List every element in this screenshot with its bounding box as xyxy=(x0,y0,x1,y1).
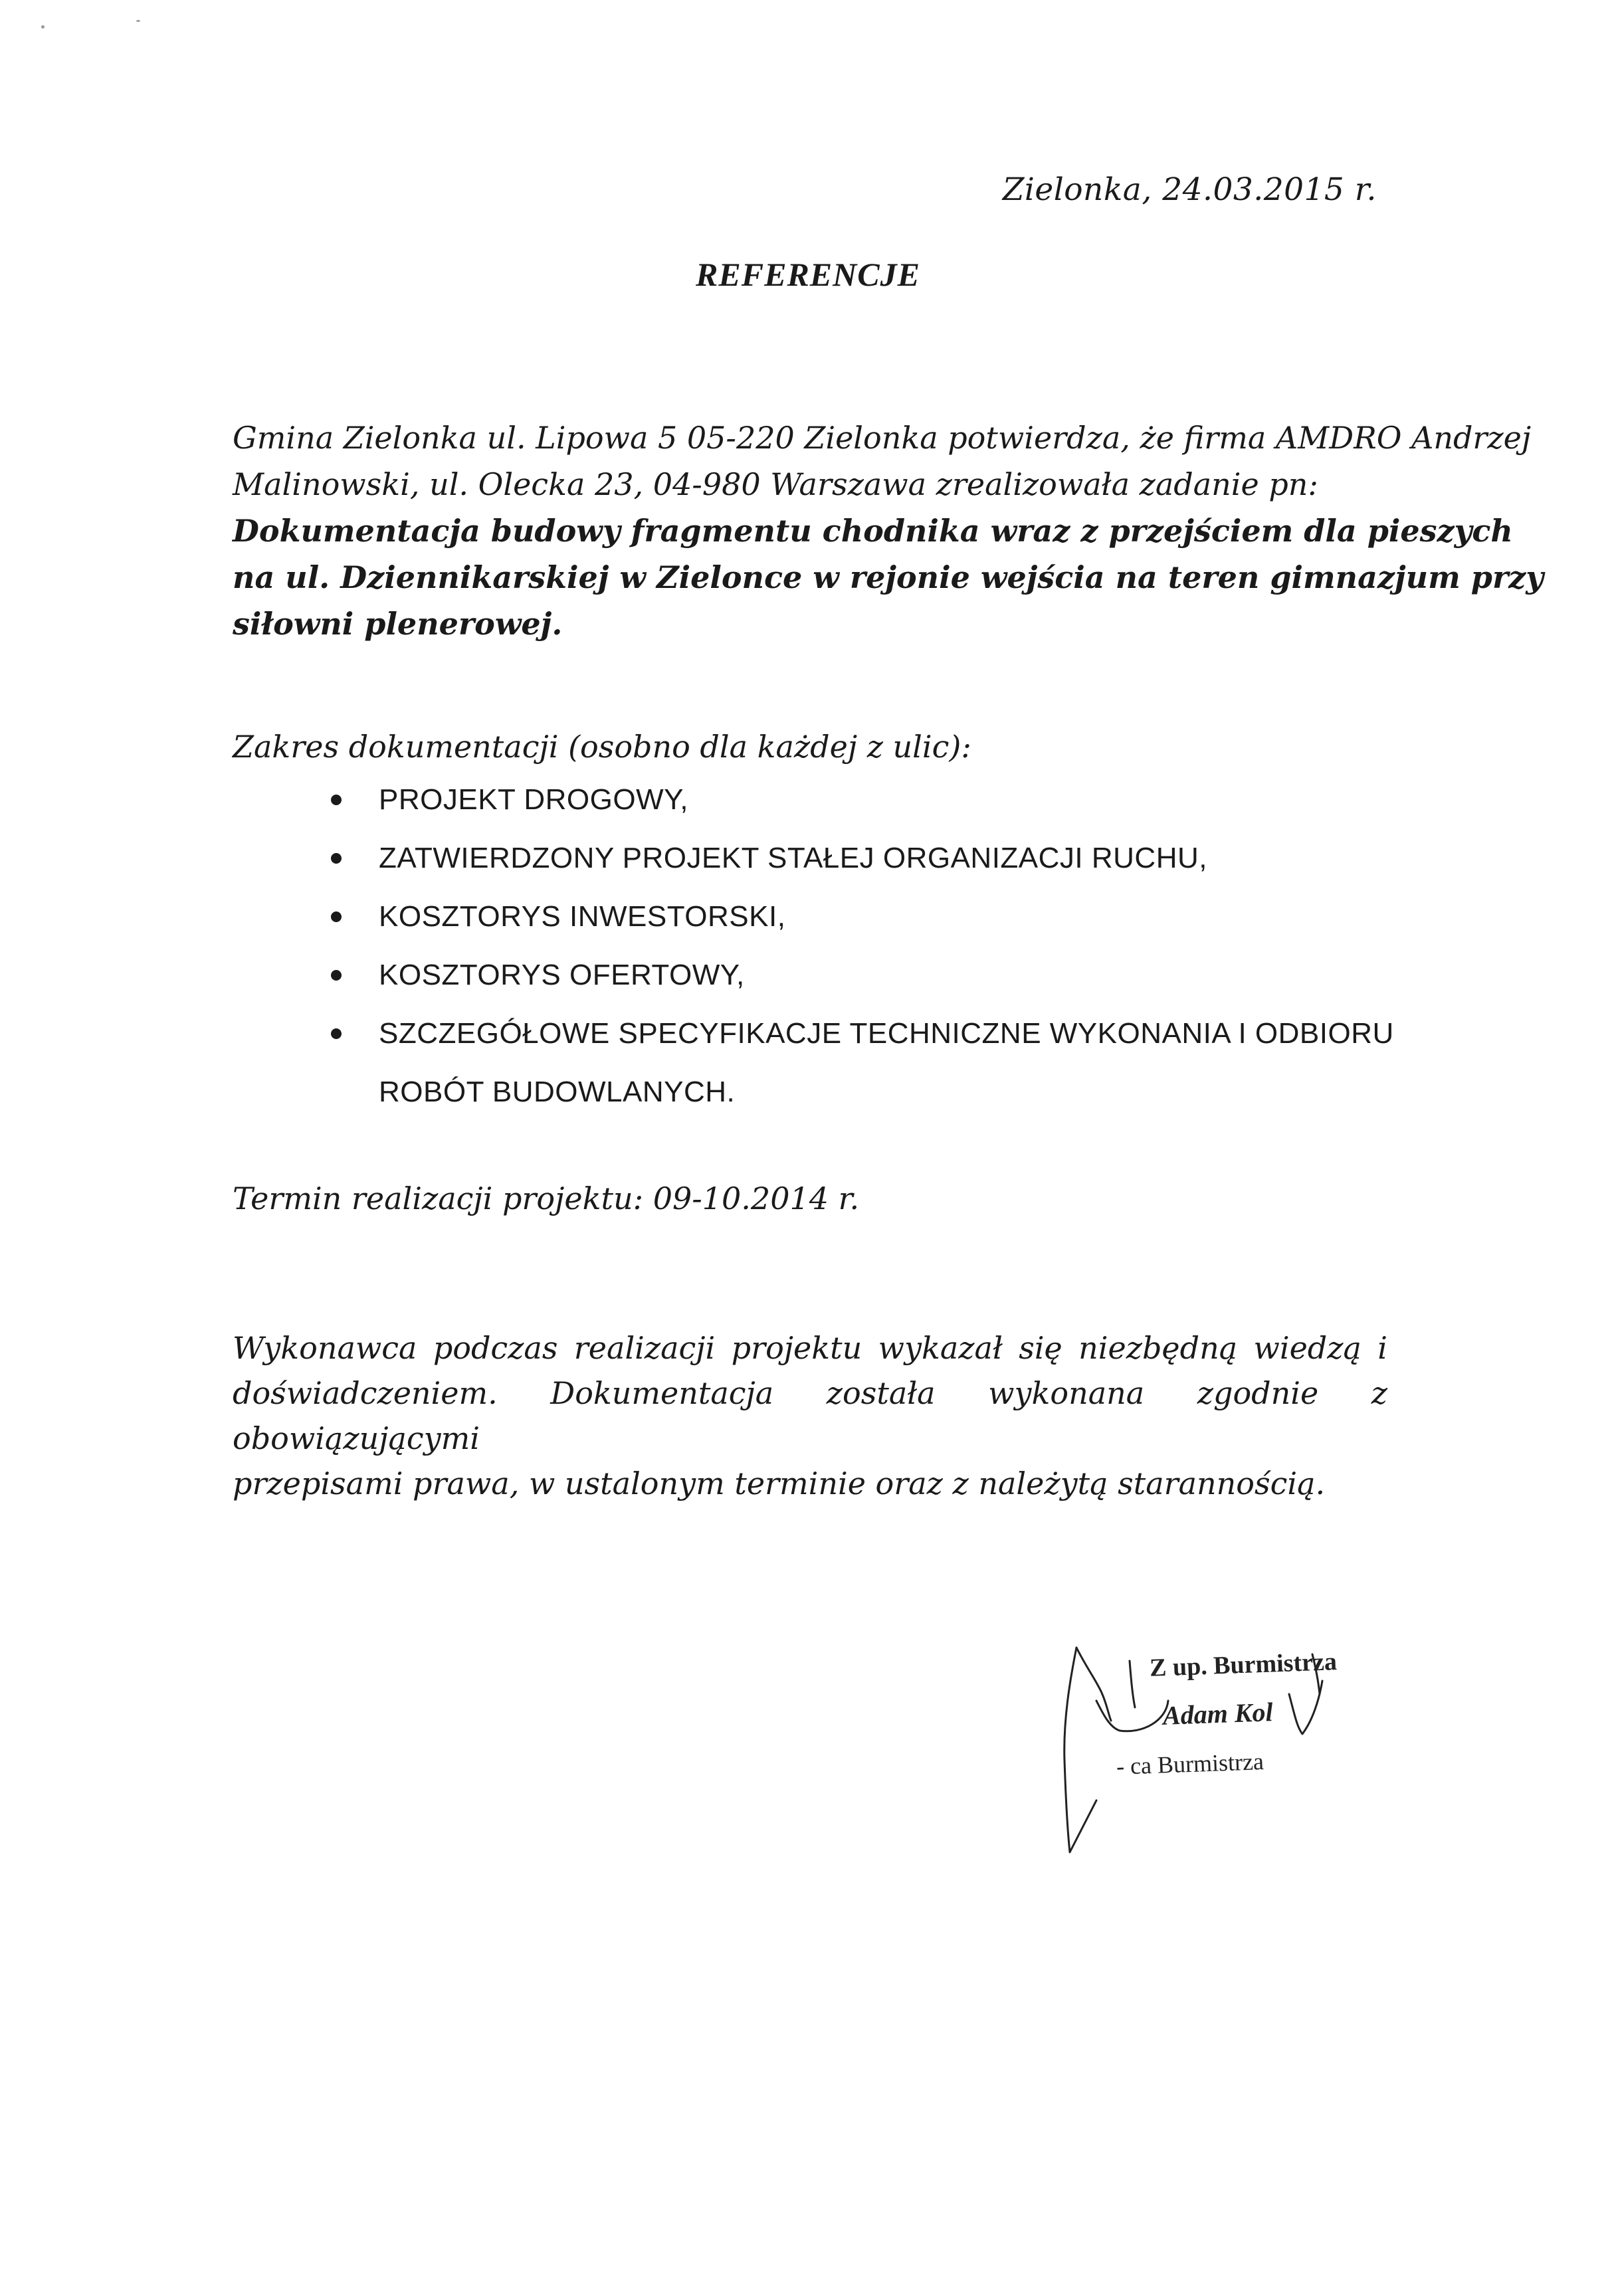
list-item-label: SZCZEGÓŁOWE SPECYFIKACJE TECHNICZNE WYKONANIA I ODBIORU xyxy=(379,1017,1394,1050)
bullet-icon xyxy=(331,970,342,981)
stamp-line: Z up. Burmistrza xyxy=(1149,1648,1338,1682)
list-item-label: KOSZTORYS INWESTORSKI, xyxy=(379,900,786,933)
closing-line: przepisami prawa, w ustalonym terminie oraz z należytą starannością. xyxy=(233,1466,1326,1501)
bullet-icon xyxy=(331,795,342,805)
closing-paragraph xyxy=(233,1325,1387,1506)
closing-line: Wykonawca podczas realizacji projektu wykazał się niezbędną wiedzą i xyxy=(233,1330,1387,1366)
list-item-label: ZATWIERDZONY PROJEKT STAŁEJ ORGANIZACJI RUCHU, xyxy=(379,842,1207,874)
list-item-label: PROJEKT DROGOWY, xyxy=(379,783,689,816)
scope-list xyxy=(326,771,1394,1121)
list-item xyxy=(326,888,1394,946)
intro-paragraph xyxy=(233,415,1544,647)
scan-speck xyxy=(41,25,45,29)
intro-line: Gmina Zielonka ul. Lipowa 5 05-220 Zielonka potwierdza, że firma AMDRO Andrzej xyxy=(233,420,1532,456)
task-name-line: siłowni plenerowej. xyxy=(233,606,563,642)
list-item xyxy=(326,1004,1394,1063)
list-item xyxy=(326,829,1394,888)
list-item xyxy=(326,946,1394,1004)
list-item-label: ROBÓT BUDOWLANYCH. xyxy=(379,1076,736,1108)
handwritten-signature xyxy=(1050,1641,1356,1860)
bullet-icon xyxy=(331,1028,342,1039)
task-name-line: Dokumentacja budowy fragmentu chodnika wraz z przejściem dla pieszych xyxy=(233,513,1513,549)
scan-speck xyxy=(136,20,140,22)
document-title: REFERENCJE xyxy=(696,256,920,293)
list-item xyxy=(326,771,1394,829)
list-item-continuation xyxy=(326,1063,1394,1121)
document-date: Zielonka, 24.03.2015 r. xyxy=(1002,171,1377,208)
intro-line: Malinowski, ul. Olecka 23, 04-980 Warszawa zrealizowała zadanie pn: xyxy=(233,466,1318,502)
task-name-line: na ul. Dziennikarskiej w Zielonce w rejonie wejścia na teren gimnazjum przy xyxy=(233,559,1544,595)
list-item-label: KOSZTORYS OFERTOWY, xyxy=(379,959,745,991)
signature-stamp xyxy=(1050,1641,1356,1860)
scope-heading: Zakres dokumentacji (osobno dla każdej z ulic): xyxy=(233,729,971,765)
bullet-icon xyxy=(331,853,342,864)
closing-line: doświadczeniem. Dokumentacja została wykonana zgodnie z obowiązującymi xyxy=(233,1375,1387,1456)
completion-term: Termin realizacji projektu: 09-10.2014 r. xyxy=(233,1181,860,1216)
stamp-line: Adam Kol xyxy=(1162,1697,1274,1731)
stamp-line: - ca Burmistrza xyxy=(1116,1748,1264,1780)
bullet-icon xyxy=(331,911,342,922)
